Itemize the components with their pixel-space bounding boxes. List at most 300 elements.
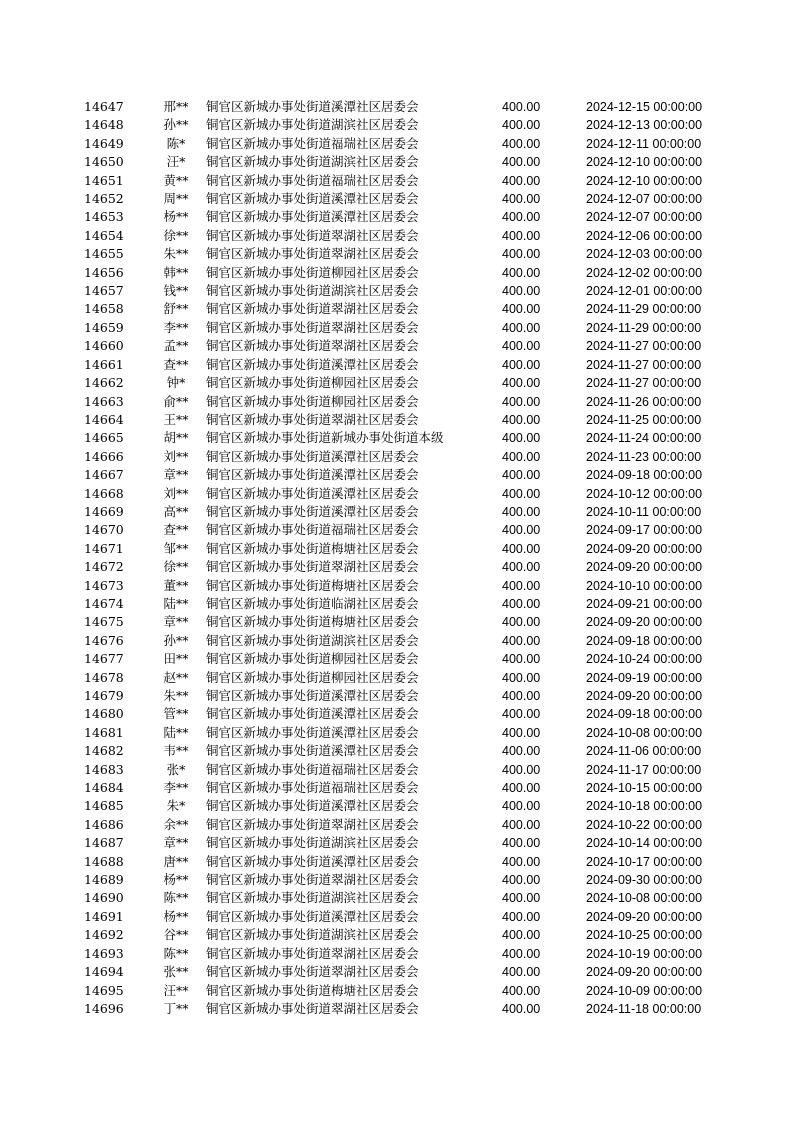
row-name-cell: 杨** [163, 209, 189, 225]
row-amount-cell: 400.00 [502, 707, 541, 722]
table-row [84, 889, 714, 907]
row-amount-cell: 400.00 [502, 523, 541, 538]
row-id-cell: 14669 [84, 503, 124, 519]
row-date-cell: 2024-12-07 00:00:00 [586, 192, 703, 207]
table-row [84, 540, 714, 558]
row-amount-cell: 400.00 [502, 854, 541, 869]
row-id-cell: 14660 [84, 338, 124, 354]
row-id-cell: 14667 [84, 467, 124, 483]
row-date-cell: 2024-11-27 00:00:00 [586, 376, 702, 391]
table-row [84, 374, 714, 392]
row-id-cell: 14677 [84, 651, 124, 667]
row-date-cell: 2024-09-20 00:00:00 [586, 965, 703, 980]
row-committee-cell: 铜官区新城办事处街道福瑞社区居委会 [206, 780, 419, 796]
row-date-cell: 2024-10-09 00:00:00 [586, 983, 703, 998]
row-amount-cell: 400.00 [502, 596, 541, 611]
row-amount-cell: 400.00 [502, 909, 541, 924]
row-name-cell: 黄** [163, 172, 189, 188]
table-row [84, 393, 714, 411]
row-name-cell: 孙** [163, 632, 189, 648]
row-date-cell: 2024-12-03 00:00:00 [586, 247, 703, 262]
row-amount-cell: 400.00 [502, 652, 541, 667]
row-name-cell: 高** [163, 503, 189, 519]
row-date-cell: 2024-09-30 00:00:00 [586, 873, 703, 888]
row-date-cell: 2024-09-20 00:00:00 [586, 560, 703, 575]
row-id-cell: 14670 [84, 522, 124, 538]
row-name-cell: 陈** [163, 945, 189, 961]
row-amount-cell: 400.00 [502, 228, 541, 243]
row-name-cell: 杨** [163, 872, 189, 888]
row-amount-cell: 400.00 [502, 320, 541, 335]
row-id-cell: 14683 [84, 761, 124, 777]
row-name-cell: 俞** [163, 393, 189, 409]
row-name-cell: 田** [163, 651, 189, 667]
row-id-cell: 14672 [84, 559, 124, 575]
table-row [84, 521, 714, 539]
row-name-cell: 汪** [163, 982, 189, 998]
row-amount-cell: 400.00 [502, 155, 541, 170]
row-name-cell: 陈* [166, 135, 186, 151]
row-committee-cell: 铜官区新城办事处街道翠湖社区居委会 [206, 945, 419, 961]
row-committee-cell: 铜官区新城办事处街道福瑞社区居委会 [206, 522, 419, 538]
row-committee-cell: 铜官区新城办事处街道溪潭社区居委会 [206, 908, 419, 924]
row-name-cell: 唐** [163, 853, 189, 869]
table-row [84, 172, 714, 190]
row-name-cell: 章** [163, 467, 189, 483]
row-name-cell: 陈** [163, 890, 189, 906]
row-amount-cell: 400.00 [502, 431, 541, 446]
row-date-cell: 2024-10-12 00:00:00 [586, 486, 703, 501]
row-amount-cell: 400.00 [502, 762, 541, 777]
row-date-cell: 2024-10-08 00:00:00 [586, 891, 703, 906]
row-committee-cell: 铜官区新城办事处街道溪潭社区居委会 [206, 743, 419, 759]
table-row [84, 448, 714, 466]
row-name-cell: 张** [163, 964, 189, 980]
row-committee-cell: 铜官区新城办事处街道溪潭社区居委会 [206, 191, 419, 207]
row-id-cell: 14678 [84, 669, 124, 685]
row-committee-cell: 铜官区新城办事处街道溪潭社区居委会 [206, 356, 419, 372]
row-date-cell: 2024-10-08 00:00:00 [586, 725, 703, 740]
row-amount-cell: 400.00 [502, 100, 541, 114]
row-committee-cell: 铜官区新城办事处街道溪潭社区居委会 [206, 503, 419, 519]
row-date-cell: 2024-10-22 00:00:00 [586, 817, 703, 832]
row-name-cell: 徐** [163, 559, 189, 575]
row-committee-cell: 铜官区新城办事处街道翠湖社区居委会 [206, 301, 419, 317]
table-body [84, 98, 714, 1018]
row-name-cell: 陆** [163, 724, 189, 740]
row-amount-cell: 400.00 [502, 836, 541, 851]
row-date-cell: 2024-11-27 00:00:00 [586, 357, 702, 372]
row-date-cell: 2024-09-18 00:00:00 [586, 707, 703, 722]
row-committee-cell: 铜官区新城办事处街道翠湖社区居委会 [206, 319, 419, 335]
row-name-cell: 刘** [163, 448, 189, 464]
row-committee-cell: 铜官区新城办事处街道柳园社区居委会 [206, 393, 419, 409]
row-name-cell: 韩** [163, 264, 189, 280]
row-date-cell: 2024-09-19 00:00:00 [586, 670, 703, 685]
row-amount-cell: 400.00 [502, 983, 541, 998]
row-amount-cell: 400.00 [502, 376, 541, 391]
row-id-cell: 14688 [84, 853, 124, 869]
row-date-cell: 2024-09-20 00:00:00 [586, 909, 703, 924]
row-amount-cell: 400.00 [502, 689, 541, 703]
row-name-cell: 杨** [163, 908, 189, 924]
row-id-cell: 14671 [84, 540, 124, 556]
row-date-cell: 2024-10-15 00:00:00 [586, 781, 703, 796]
row-amount-cell: 400.00 [502, 339, 541, 354]
row-name-cell: 陆** [163, 595, 189, 611]
row-name-cell: 朱** [163, 688, 189, 703]
row-committee-cell: 铜官区新城办事处街道湖滨社区居委会 [206, 154, 419, 170]
row-committee-cell: 铜官区新城办事处街道翠湖社区居委会 [206, 227, 419, 243]
table-row [84, 1000, 714, 1018]
row-id-cell: 14665 [84, 430, 124, 446]
row-name-cell: 查** [163, 522, 189, 538]
row-id-cell: 14664 [84, 411, 124, 427]
row-name-cell: 李** [163, 319, 189, 335]
table-row [84, 669, 714, 687]
row-date-cell: 2024-12-01 00:00:00 [586, 284, 703, 299]
row-name-cell: 王** [163, 411, 189, 427]
row-name-cell: 刘** [163, 485, 189, 501]
row-date-cell: 2024-10-10 00:00:00 [586, 578, 703, 593]
row-amount-cell: 400.00 [502, 247, 541, 262]
row-id-cell: 14696 [84, 1000, 124, 1016]
row-amount-cell: 400.00 [502, 578, 541, 593]
row-committee-cell: 铜官区新城办事处街道梅塘社区居委会 [206, 614, 419, 630]
row-name-cell: 韦** [163, 743, 189, 759]
row-committee-cell: 铜官区新城办事处街道湖滨社区居委会 [206, 927, 419, 943]
row-amount-cell: 400.00 [502, 817, 541, 832]
row-date-cell: 2024-09-20 00:00:00 [586, 689, 703, 703]
row-date-cell: 2024-09-17 00:00:00 [586, 523, 703, 538]
table-row [84, 816, 714, 834]
table-row [84, 577, 714, 595]
row-committee-cell: 铜官区新城办事处街道梅塘社区居委会 [206, 982, 419, 998]
row-name-cell: 舒** [163, 301, 189, 317]
row-date-cell: 2024-11-18 00:00:00 [586, 1001, 702, 1016]
row-date-cell: 2024-11-23 00:00:00 [586, 449, 702, 464]
table-row [84, 650, 714, 668]
row-committee-cell: 铜官区新城办事处街道福瑞社区居委会 [206, 172, 419, 188]
row-id-cell: 14689 [84, 872, 124, 888]
table-row [84, 319, 714, 337]
row-amount-cell: 400.00 [502, 118, 541, 133]
row-amount-cell: 400.00 [502, 873, 541, 888]
row-committee-cell: 铜官区新城办事处街道梅塘社区居委会 [206, 540, 419, 556]
row-id-cell: 14668 [84, 485, 124, 501]
table-row [84, 761, 714, 779]
row-amount-cell: 400.00 [502, 560, 541, 575]
row-id-cell: 14681 [84, 724, 124, 740]
table-row [84, 963, 714, 981]
row-amount-cell: 400.00 [502, 284, 541, 299]
row-amount-cell: 400.00 [502, 357, 541, 372]
row-committee-cell: 铜官区新城办事处街道溪潭社区居委会 [206, 798, 419, 814]
row-committee-cell: 铜官区新城办事处街道梅塘社区居委会 [206, 577, 419, 593]
table-row [84, 245, 714, 263]
row-id-cell: 14695 [84, 982, 124, 998]
row-id-cell: 14691 [84, 908, 124, 924]
table-row [84, 116, 714, 134]
row-id-cell: 14682 [84, 743, 124, 759]
row-amount-cell: 400.00 [502, 302, 541, 317]
row-amount-cell: 400.00 [502, 541, 541, 556]
table-row [84, 632, 714, 650]
row-committee-cell: 铜官区新城办事处街道临湖社区居委会 [206, 595, 419, 611]
table-row [84, 208, 714, 226]
row-name-cell: 李** [163, 780, 189, 796]
row-committee-cell: 铜官区新城办事处街道翠湖社区居委会 [206, 246, 419, 262]
table-row [84, 926, 714, 944]
row-amount-cell: 400.00 [502, 670, 541, 685]
row-committee-cell: 铜官区新城办事处街道柳园社区居委会 [206, 375, 419, 391]
row-id-cell: 14675 [84, 614, 124, 630]
row-amount-cell: 400.00 [502, 486, 541, 501]
row-amount-cell: 400.00 [502, 173, 541, 188]
row-date-cell: 2024-10-14 00:00:00 [586, 836, 703, 851]
row-date-cell: 2024-11-27 00:00:00 [586, 339, 702, 354]
row-date-cell: 2024-11-26 00:00:00 [586, 394, 702, 409]
row-committee-cell: 铜官区新城办事处街道湖滨社区居委会 [206, 117, 419, 133]
row-name-cell: 周** [163, 191, 189, 207]
row-id-cell: 14648 [84, 117, 124, 133]
row-amount-cell: 400.00 [502, 633, 541, 648]
row-amount-cell: 400.00 [502, 965, 541, 980]
row-date-cell: 2024-12-15 00:00:00 [586, 100, 703, 114]
row-name-cell: 谷** [163, 927, 189, 943]
row-name-cell: 邹** [163, 540, 189, 556]
row-name-cell: 丁** [163, 1000, 189, 1016]
row-date-cell: 2024-10-24 00:00:00 [586, 652, 703, 667]
table-row [84, 687, 714, 705]
table-row [84, 742, 714, 760]
table-row [84, 797, 714, 815]
row-name-cell: 章** [163, 614, 189, 630]
row-name-cell: 朱** [163, 246, 189, 262]
row-committee-cell: 铜官区新城办事处街道湖滨社区居委会 [206, 835, 419, 851]
row-amount-cell: 400.00 [502, 412, 541, 427]
table-row [84, 945, 714, 963]
row-id-cell: 14687 [84, 835, 124, 851]
row-amount-cell: 400.00 [502, 136, 541, 151]
table-row [84, 135, 714, 153]
row-id-cell: 14684 [84, 780, 124, 796]
row-id-cell: 14679 [84, 688, 124, 703]
row-name-cell: 胡** [163, 430, 189, 446]
table-row [84, 98, 714, 116]
table-row [84, 337, 714, 355]
row-committee-cell: 铜官区新城办事处街道溪潭社区居委会 [206, 724, 419, 740]
row-name-cell: 张* [166, 761, 186, 777]
table-row [84, 282, 714, 300]
row-date-cell: 2024-11-25 00:00:00 [586, 412, 702, 427]
table-row [84, 595, 714, 613]
row-committee-cell: 铜官区新城办事处街道福瑞社区居委会 [206, 135, 419, 151]
row-committee-cell: 铜官区新城办事处街道溪潭社区居委会 [206, 448, 419, 464]
row-amount-cell: 400.00 [502, 192, 541, 207]
row-committee-cell: 铜官区新城办事处街道翠湖社区居委会 [206, 338, 419, 354]
row-id-cell: 14663 [84, 393, 124, 409]
row-amount-cell: 400.00 [502, 449, 541, 464]
row-date-cell: 2024-10-18 00:00:00 [586, 799, 703, 814]
row-name-cell: 朱* [166, 798, 186, 814]
row-date-cell: 2024-12-07 00:00:00 [586, 210, 703, 225]
row-date-cell: 2024-12-10 00:00:00 [586, 173, 703, 188]
row-amount-cell: 400.00 [502, 744, 541, 759]
row-name-cell: 孙** [163, 117, 189, 133]
table-row [84, 466, 714, 484]
table-row [84, 503, 714, 521]
row-committee-cell: 铜官区新城办事处街道福瑞社区居委会 [206, 761, 419, 777]
row-id-cell: 14674 [84, 595, 124, 611]
row-amount-cell: 400.00 [502, 799, 541, 814]
row-id-cell: 14655 [84, 246, 124, 262]
row-id-cell: 14694 [84, 964, 124, 980]
row-date-cell: 2024-11-17 00:00:00 [586, 762, 702, 777]
row-committee-cell: 铜官区新城办事处街道翠湖社区居委会 [206, 872, 419, 888]
row-committee-cell: 铜官区新城办事处街道柳园社区居委会 [206, 651, 419, 667]
table-row [84, 982, 714, 1000]
row-committee-cell: 铜官区新城办事处街道柳园社区居委会 [206, 669, 419, 685]
row-id-cell: 14650 [84, 154, 124, 170]
row-id-cell: 14658 [84, 301, 124, 317]
row-amount-cell: 400.00 [502, 265, 541, 280]
row-committee-cell: 铜官区新城办事处街道溪潭社区居委会 [206, 467, 419, 483]
row-id-cell: 14662 [84, 375, 124, 391]
table-row [84, 558, 714, 576]
table-row [84, 485, 714, 503]
row-name-cell: 章** [163, 835, 189, 851]
row-amount-cell: 400.00 [502, 504, 541, 519]
row-id-cell: 14656 [84, 264, 124, 280]
row-id-cell: 14649 [84, 135, 124, 151]
row-committee-cell: 铜官区新城办事处街道溪潭社区居委会 [206, 853, 419, 869]
table-row [84, 908, 714, 926]
row-id-cell: 14685 [84, 798, 124, 814]
row-amount-cell: 400.00 [502, 891, 541, 906]
row-id-cell: 14651 [84, 172, 124, 188]
row-committee-cell: 铜官区新城办事处街道湖滨社区居委会 [206, 890, 419, 906]
row-amount-cell: 400.00 [502, 394, 541, 409]
row-id-cell: 14680 [84, 706, 124, 722]
row-name-cell: 钟* [166, 375, 186, 391]
row-date-cell: 2024-10-25 00:00:00 [586, 928, 703, 943]
row-id-cell: 14666 [84, 448, 124, 464]
table-row [84, 724, 714, 742]
table-row [84, 834, 714, 852]
row-committee-cell: 铜官区新城办事处街道溪潭社区居委会 [206, 688, 419, 703]
row-committee-cell: 铜官区新城办事处街道翠湖社区居委会 [206, 1000, 419, 1016]
row-committee-cell: 铜官区新城办事处街道新城办事处街道本级 [206, 430, 444, 446]
row-date-cell: 2024-12-06 00:00:00 [586, 228, 703, 243]
row-committee-cell: 铜官区新城办事处街道柳园社区居委会 [206, 264, 419, 280]
row-id-cell: 14659 [84, 319, 124, 335]
table-row [84, 871, 714, 889]
row-date-cell: 2024-09-18 00:00:00 [586, 633, 703, 648]
row-amount-cell: 400.00 [502, 615, 541, 630]
table-row [84, 300, 714, 318]
row-committee-cell: 铜官区新城办事处街道翠湖社区居委会 [206, 559, 419, 575]
row-committee-cell: 铜官区新城办事处街道湖滨社区居委会 [206, 283, 419, 299]
row-id-cell: 14647 [84, 99, 124, 114]
row-committee-cell: 铜官区新城办事处街道翠湖社区居委会 [206, 816, 419, 832]
row-date-cell: 2024-12-11 00:00:00 [586, 136, 702, 151]
row-id-cell: 14654 [84, 227, 124, 243]
row-date-cell: 2024-11-29 00:00:00 [586, 302, 702, 317]
row-id-cell: 14692 [84, 927, 124, 943]
row-id-cell: 14661 [84, 356, 124, 372]
row-id-cell: 14676 [84, 632, 124, 648]
row-date-cell: 2024-12-10 00:00:00 [586, 155, 703, 170]
table-row [84, 227, 714, 245]
table-row [84, 264, 714, 282]
row-date-cell: 2024-11-24 00:00:00 [586, 431, 702, 446]
row-committee-cell: 铜官区新城办事处街道溪潭社区居委会 [206, 99, 419, 114]
row-name-cell: 孟** [163, 338, 189, 354]
row-committee-cell: 铜官区新城办事处街道溪潭社区居委会 [206, 706, 419, 722]
row-name-cell: 赵** [163, 669, 189, 685]
table-row [84, 705, 714, 723]
table-row [84, 779, 714, 797]
row-amount-cell: 400.00 [502, 781, 541, 796]
row-name-cell: 汪* [166, 154, 186, 170]
row-id-cell: 14693 [84, 945, 124, 961]
row-date-cell: 2024-10-11 00:00:00 [586, 504, 702, 519]
row-date-cell: 2024-10-19 00:00:00 [586, 946, 703, 961]
table-row [84, 153, 714, 171]
table-row [84, 411, 714, 429]
row-name-cell: 余** [163, 816, 189, 832]
table-row [84, 429, 714, 447]
row-amount-cell: 400.00 [502, 210, 541, 225]
row-date-cell: 2024-09-20 00:00:00 [586, 615, 703, 630]
row-name-cell: 钱** [163, 283, 189, 299]
row-date-cell: 2024-09-20 00:00:00 [586, 541, 703, 556]
row-date-cell: 2024-11-29 00:00:00 [586, 320, 702, 335]
row-id-cell: 14686 [84, 816, 124, 832]
row-committee-cell: 铜官区新城办事处街道翠湖社区居委会 [206, 411, 419, 427]
table-row [84, 613, 714, 631]
row-date-cell: 2024-09-21 00:00:00 [586, 596, 703, 611]
row-date-cell: 2024-12-13 00:00:00 [586, 118, 703, 133]
row-amount-cell: 400.00 [502, 1001, 541, 1016]
row-amount-cell: 400.00 [502, 928, 541, 943]
table-row [84, 853, 714, 871]
row-id-cell: 14653 [84, 209, 124, 225]
row-id-cell: 14657 [84, 283, 124, 299]
row-name-cell: 邢** [163, 99, 189, 114]
row-name-cell: 查** [163, 356, 189, 372]
row-date-cell: 2024-11-06 00:00:00 [586, 744, 702, 759]
row-committee-cell: 铜官区新城办事处街道翠湖社区居委会 [206, 964, 419, 980]
row-name-cell: 董** [163, 577, 189, 593]
row-date-cell: 2024-10-17 00:00:00 [586, 854, 703, 869]
row-id-cell: 14690 [84, 890, 124, 906]
row-id-cell: 14652 [84, 191, 124, 207]
table-row [84, 356, 714, 374]
row-id-cell: 14673 [84, 577, 124, 593]
row-amount-cell: 400.00 [502, 946, 541, 961]
table-row [84, 190, 714, 208]
subsidy-table [84, 98, 714, 1018]
row-name-cell: 徐** [163, 227, 189, 243]
row-amount-cell: 400.00 [502, 725, 541, 740]
row-date-cell: 2024-12-02 00:00:00 [586, 265, 703, 280]
row-committee-cell: 铜官区新城办事处街道湖滨社区居委会 [206, 632, 419, 648]
row-committee-cell: 铜官区新城办事处街道溪潭社区居委会 [206, 209, 419, 225]
row-committee-cell: 铜官区新城办事处街道溪潭社区居委会 [206, 485, 419, 501]
row-date-cell: 2024-09-18 00:00:00 [586, 468, 703, 483]
